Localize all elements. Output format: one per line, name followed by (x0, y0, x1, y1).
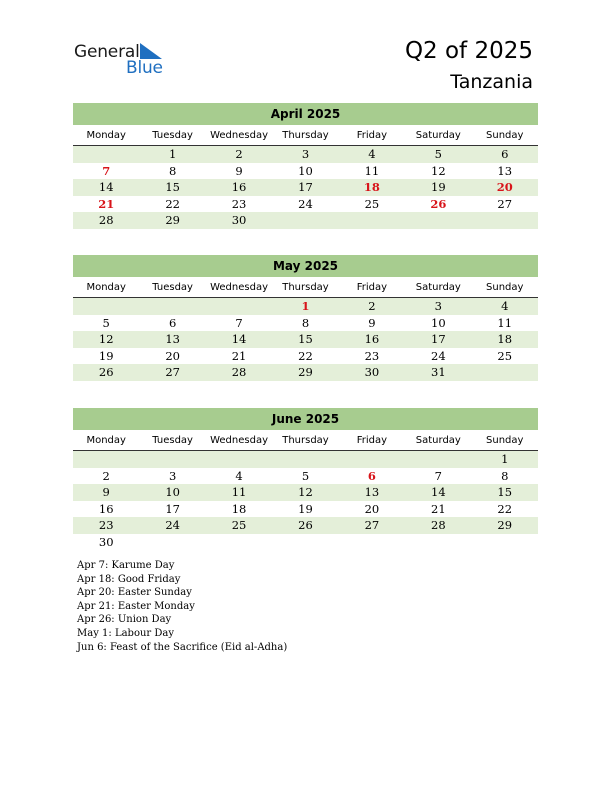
day-cell: 2 (368, 299, 376, 313)
day-cell: 4 (368, 147, 376, 161)
month-block (73, 103, 538, 229)
holiday-list (77, 559, 287, 654)
logo-text-general: General (74, 42, 140, 62)
day-cell: 22 (497, 501, 513, 516)
day-cell: 25 (497, 348, 513, 363)
day-cell (405, 451, 471, 468)
day-cell: 6 (168, 315, 177, 330)
day-cell: 20 (165, 348, 180, 363)
weekday-label: Wednesday (210, 130, 268, 141)
day-cell: 22 (298, 348, 313, 363)
week-row (73, 484, 538, 501)
day-cell: 26 (430, 196, 447, 211)
week-row (73, 331, 538, 348)
day-cell: 30 (364, 365, 380, 380)
day-cell: 7 (235, 315, 243, 330)
week-row (73, 315, 538, 332)
day-cell: 5 (102, 315, 110, 330)
day-cell: 23 (231, 196, 247, 211)
holiday-entry: May 1: Labour Day (77, 627, 174, 639)
day-cell: 28 (431, 518, 446, 533)
day-cell: 18 (497, 332, 513, 347)
weekday-label: Tuesday (152, 130, 193, 141)
weekday-label: Friday (356, 130, 388, 141)
day-cell: 21 (231, 348, 247, 363)
day-cell: 30 (231, 213, 247, 228)
day-cell: 24 (165, 518, 180, 533)
day-cell: 7 (434, 468, 442, 483)
day-cell: 15 (497, 485, 513, 500)
week-row (73, 468, 538, 485)
week-row (73, 179, 538, 196)
day-cell: 19 (431, 180, 446, 195)
week-row (73, 212, 538, 229)
day-cell: 28 (98, 213, 114, 228)
weekday-header-row (73, 280, 538, 298)
weekday-header-row (73, 433, 538, 451)
day-cell: 14 (231, 332, 247, 347)
day-cell: 11 (231, 485, 247, 500)
day-cell: 4 (501, 299, 509, 313)
day-cell: 14 (431, 485, 446, 500)
day-cell: 22 (165, 196, 180, 211)
day-cell (472, 534, 538, 551)
day-cell: 12 (298, 485, 313, 500)
day-cell: 4 (235, 468, 243, 483)
logo-triangle-icon (140, 43, 162, 59)
day-cell: 18 (231, 501, 247, 516)
month-block (73, 255, 538, 381)
weekday-label: Tuesday (152, 282, 193, 293)
holiday-entry: Jun 6: Feast of the Sacrifice (Eid al-Adha) (77, 641, 288, 653)
day-cell (139, 451, 205, 468)
day-cell: 1 (501, 452, 509, 466)
day-cell: 13 (497, 163, 513, 178)
weekday-label: Wednesday (210, 435, 268, 446)
day-cell: 11 (364, 163, 380, 178)
day-cell: 12 (98, 332, 114, 347)
week-row (73, 348, 538, 365)
holiday-entry: Apr 21: Easter Monday (77, 600, 195, 612)
weekday-label: Thursday (282, 435, 329, 446)
weekday-label: Wednesday (210, 282, 268, 293)
day-cell (139, 534, 205, 551)
day-cell: 17 (298, 180, 313, 195)
weekday-label: Thursday (282, 282, 329, 293)
month-title: April 2025 (73, 103, 538, 125)
day-cell: 9 (235, 163, 243, 178)
day-cell: 3 (301, 147, 310, 161)
day-cell: 16 (231, 180, 247, 195)
day-cell: 26 (298, 518, 313, 533)
day-cell: 17 (431, 332, 446, 347)
weekday-label: Friday (356, 282, 388, 293)
day-cell (206, 298, 272, 315)
weekday-label: Tuesday (152, 435, 193, 446)
day-cell: 7 (102, 163, 111, 178)
day-cell (272, 534, 338, 551)
day-cell: 24 (431, 348, 446, 363)
page-title: Q2 of 2025 (404, 38, 533, 64)
day-cell: 13 (364, 485, 380, 500)
country-name: Tanzania (450, 71, 533, 93)
week-row (73, 517, 538, 534)
day-cell: 10 (431, 315, 446, 330)
day-cell: 27 (497, 196, 513, 211)
day-cell: 26 (98, 365, 114, 380)
day-cell: 8 (168, 163, 177, 178)
day-cell: 2 (235, 147, 243, 161)
day-cell: 12 (431, 163, 446, 178)
day-cell (272, 212, 338, 229)
day-cell: 8 (501, 468, 509, 483)
day-cell: 2 (102, 468, 110, 483)
holiday-entry: Apr 26: Union Day (77, 614, 172, 626)
day-cell: 10 (165, 485, 180, 500)
day-cell (206, 534, 272, 551)
day-cell (339, 451, 405, 468)
day-cell (73, 298, 139, 315)
day-cell (472, 212, 538, 229)
day-cell: 25 (231, 518, 247, 533)
weekday-label: Thursday (282, 130, 329, 141)
day-cell (73, 146, 139, 163)
day-cell: 17 (165, 501, 180, 516)
weekday-label: Sunday (486, 435, 524, 446)
week-row (73, 163, 538, 180)
week-row (73, 146, 538, 163)
week-row (73, 196, 538, 213)
day-cell: 27 (165, 365, 180, 380)
day-cell (73, 451, 139, 468)
day-cell: 20 (496, 180, 513, 195)
day-cell: 3 (434, 299, 442, 313)
week-row (73, 534, 538, 551)
day-cell: 15 (165, 180, 180, 195)
day-cell: 15 (298, 332, 313, 347)
day-cell (339, 534, 405, 551)
day-cell (272, 451, 338, 468)
day-cell: 29 (298, 365, 313, 380)
logo (74, 42, 174, 76)
weekday-label: Monday (86, 435, 126, 446)
day-cell: 27 (364, 518, 380, 533)
weekday-label: Sunday (486, 282, 524, 293)
day-cell: 5 (301, 468, 310, 483)
weekday-label: Saturday (415, 435, 461, 446)
week-row (73, 364, 538, 381)
week-row (73, 501, 538, 518)
day-cell (139, 298, 205, 315)
weekday-header-row (73, 128, 538, 146)
weekday-label: Monday (86, 130, 126, 141)
day-cell: 6 (367, 468, 376, 483)
day-cell: 16 (364, 332, 380, 347)
day-cell: 23 (364, 348, 380, 363)
weekday-label: Saturday (415, 130, 461, 141)
weekday-label: Monday (86, 282, 126, 293)
day-cell: 1 (301, 299, 310, 313)
day-cell: 16 (98, 501, 114, 516)
logo-text-blue: Blue (126, 58, 163, 78)
day-cell: 1 (168, 147, 177, 161)
holiday-entry: Apr 20: Easter Sunday (77, 587, 192, 599)
day-cell: 8 (301, 315, 310, 330)
holiday-entry: Apr 7: Karume Day (77, 560, 175, 571)
day-cell: 9 (368, 315, 376, 330)
day-cell: 28 (231, 365, 247, 380)
day-cell: 14 (98, 180, 114, 195)
day-cell: 23 (98, 518, 114, 533)
day-cell: 20 (364, 501, 380, 516)
month-block (73, 408, 538, 551)
day-cell: 21 (431, 501, 446, 516)
day-cell: 29 (165, 213, 180, 228)
weekday-label: Saturday (415, 282, 461, 293)
day-cell: 3 (168, 468, 177, 483)
day-cell: 25 (364, 196, 380, 211)
day-cell: 11 (497, 315, 513, 330)
day-cell (206, 451, 272, 468)
day-cell: 13 (165, 332, 180, 347)
week-row (73, 451, 538, 468)
day-cell: 19 (298, 501, 313, 516)
day-cell: 24 (298, 196, 313, 211)
day-cell: 31 (431, 365, 446, 380)
month-title: June 2025 (73, 408, 538, 430)
day-cell (472, 364, 538, 381)
day-cell: 5 (434, 147, 442, 161)
weekday-label: Friday (356, 435, 388, 446)
month-title: May 2025 (73, 255, 538, 277)
day-cell: 9 (102, 485, 110, 500)
holiday-entry: Apr 18: Good Friday (77, 573, 181, 585)
day-cell: 29 (497, 518, 513, 533)
weekday-label: Sunday (486, 130, 524, 141)
day-cell (339, 212, 405, 229)
day-cell: 6 (501, 147, 509, 161)
day-cell: 10 (298, 163, 313, 178)
day-cell: 18 (363, 180, 380, 195)
day-cell: 19 (98, 348, 114, 363)
day-cell (405, 534, 471, 551)
week-row (73, 298, 538, 315)
day-cell: 21 (98, 196, 115, 211)
day-cell (405, 212, 471, 229)
day-cell: 30 (98, 534, 114, 549)
